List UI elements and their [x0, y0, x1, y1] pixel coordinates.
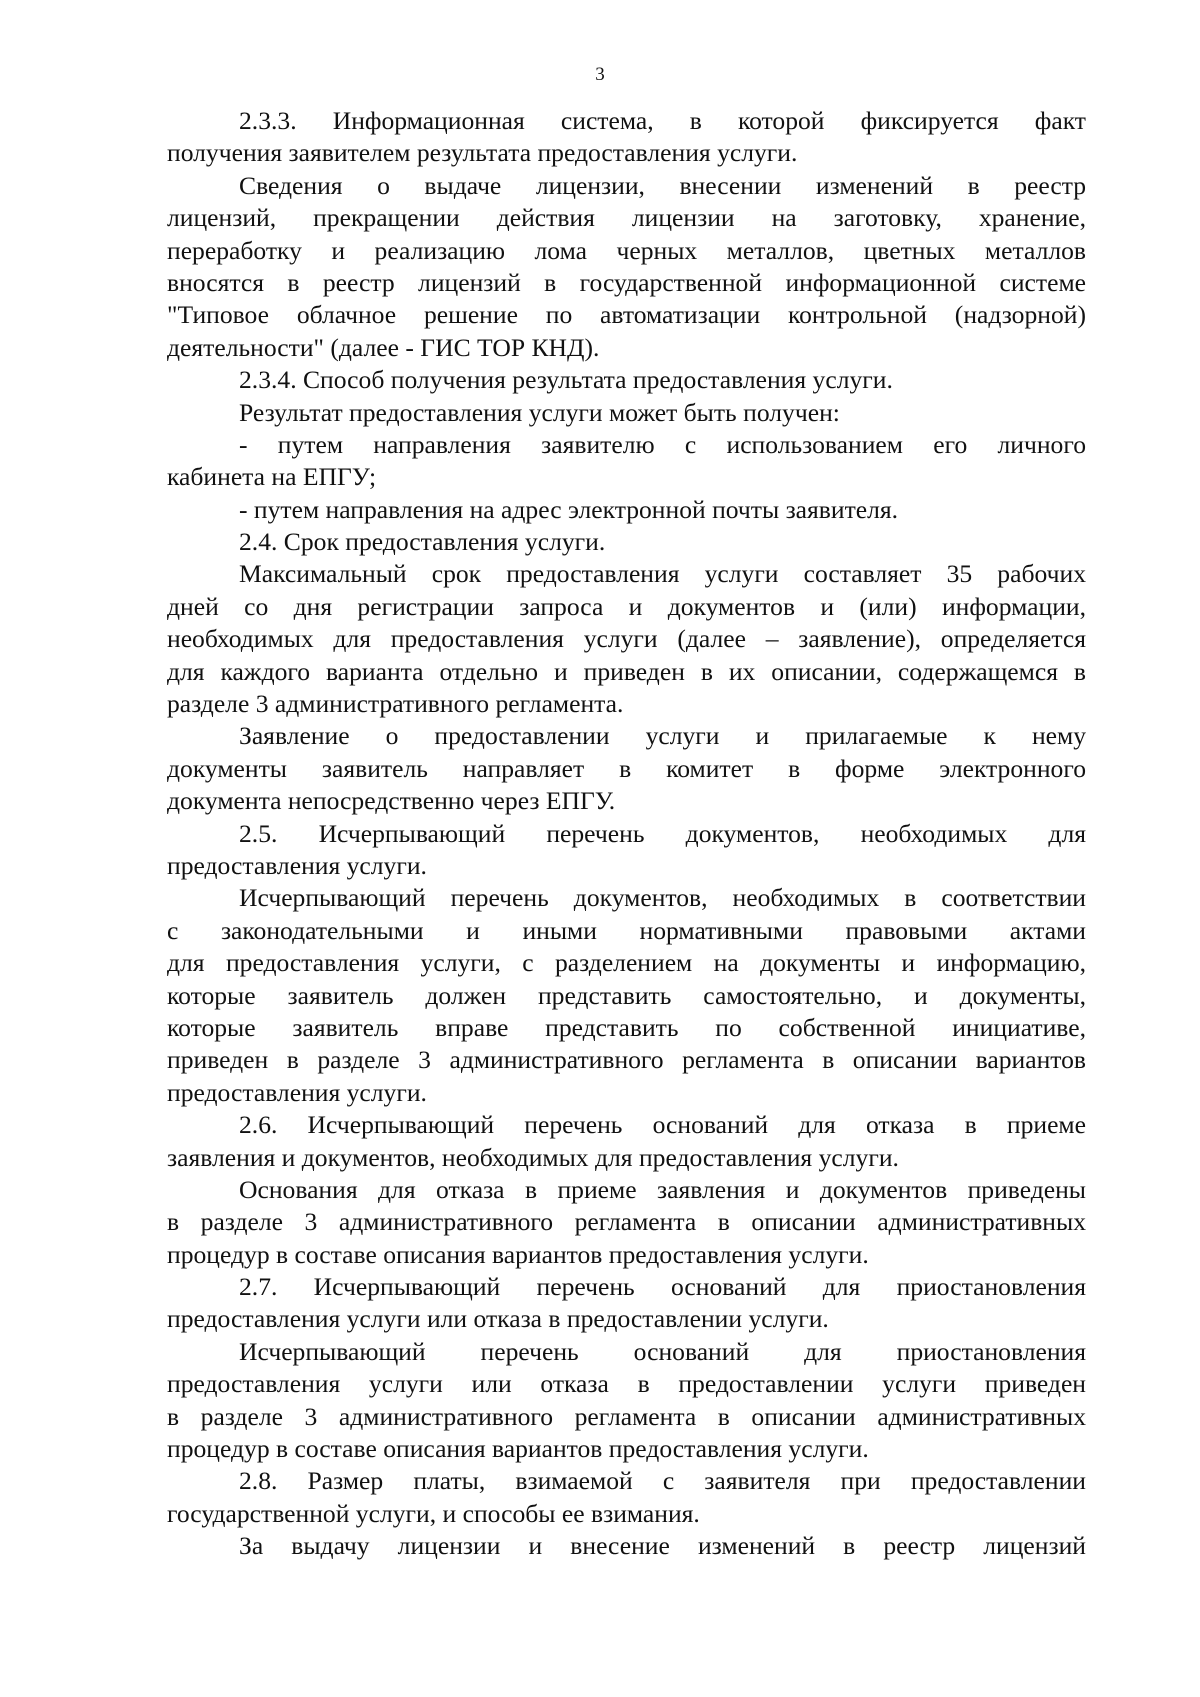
text-line: которые заявитель должен представить самостоятельно, и документы,: [167, 980, 1086, 1010]
text-line: деятельности" (далее - ГИС ТОР КНД).: [167, 332, 600, 362]
text-line: в разделе 3 административного регламента в описании административных: [167, 1207, 1086, 1237]
text-line: приведен в разделе 3 административного регламента в описании вариантов: [167, 1045, 1086, 1075]
text-line: кабинета на ЕПГУ;: [167, 462, 377, 492]
text-line: Максимальный срок предоставления услуги составляет 35 рабочих: [239, 559, 1086, 589]
text-line: предоставления услуги или отказа в предоставлении услуги.: [167, 1304, 829, 1334]
text-line: для предоставления услуги, с разделением на документы и информацию,: [167, 948, 1086, 978]
text-line: Основания для отказа в приеме заявления и документов приведены: [239, 1174, 1086, 1204]
text-line: "Типовое облачное решение по автоматизации контрольной (надзорной): [167, 300, 1086, 330]
text-line: предоставления услуги.: [167, 850, 427, 880]
text-line: 2.3.4. Способ получения результата предоставления услуги.: [239, 365, 893, 395]
text-line: в разделе 3 административного регламента в описании административных: [167, 1401, 1086, 1431]
text-line: вносятся в реестр лицензий в государственной информационной системе: [167, 267, 1086, 297]
text-line: государственной услуги, и способы ее взимания.: [167, 1498, 700, 1528]
document-body: [167, 105, 1086, 1563]
page-number: 3: [595, 64, 605, 85]
text-line: 2.4. Срок предоставления услуги.: [239, 527, 606, 557]
text-line: Результат предоставления услуги может быть получен:: [239, 397, 840, 427]
text-line: 2.8. Размер платы, взимаемой с заявителя при предоставлении: [239, 1466, 1086, 1496]
text-line: необходимых для предоставления услуги (далее – заявление), определяется: [167, 624, 1086, 654]
text-line: предоставления услуги или отказа в предоставлении услуги приведен: [167, 1369, 1086, 1399]
text-line: 2.6. Исчерпывающий перечень оснований для отказа в приеме: [239, 1110, 1086, 1140]
text-line: предоставления услуги.: [167, 1077, 427, 1107]
text-line: для каждого варианта отдельно и приведен в их описании, содержащемся в: [167, 656, 1086, 686]
text-line: с законодательными и иными нормативными правовыми актами: [167, 915, 1086, 945]
text-line: 2.7. Исчерпывающий перечень оснований для приостановления: [239, 1272, 1086, 1302]
text-line: процедур в составе описания вариантов предоставления услуги.: [167, 1239, 869, 1269]
text-line: которые заявитель вправе представить по собственной инициативе,: [167, 1012, 1086, 1042]
text-line: разделе 3 административного регламента.: [167, 689, 624, 719]
text-line: дней со дня регистрации запроса и документов и (или) информации,: [167, 591, 1086, 621]
text-line: лицензий, прекращении действия лицензии на заготовку, хранение,: [167, 203, 1086, 233]
text-line: документа непосредственно через ЕПГУ.: [167, 786, 616, 816]
text-line: За выдачу лицензии и внесение изменений в реестр лицензий: [239, 1531, 1086, 1561]
text-line: процедур в составе описания вариантов предоставления услуги.: [167, 1434, 869, 1464]
text-line: - путем направления заявителю с использованием его личного: [239, 429, 1086, 459]
text-line: Исчерпывающий перечень документов, необходимых в соответствии: [239, 883, 1086, 913]
text-line: получения заявителем результата предоставления услуги.: [167, 138, 798, 168]
text-line: 2.5. Исчерпывающий перечень документов, необходимых для: [239, 818, 1086, 848]
text-line: Заявление о предоставлении услуги и прилагаемые к нему: [239, 721, 1086, 751]
text-line: заявления и документов, необходимых для предоставления услуги.: [167, 1142, 899, 1172]
text-line: - путем направления на адрес электронной почты заявителя.: [239, 494, 899, 524]
text-line: переработку и реализацию лома черных металлов, цветных металлов: [167, 235, 1086, 265]
text-line: 2.3.3. Информационная система, в которой фиксируется факт: [239, 106, 1086, 135]
text-line: Исчерпывающий перечень оснований для приостановления: [239, 1336, 1086, 1366]
text-line: Сведения о выдаче лицензии, внесении изменений в реестр: [239, 170, 1086, 200]
text-line: документы заявитель направляет в комитет в форме электронного: [167, 753, 1086, 783]
